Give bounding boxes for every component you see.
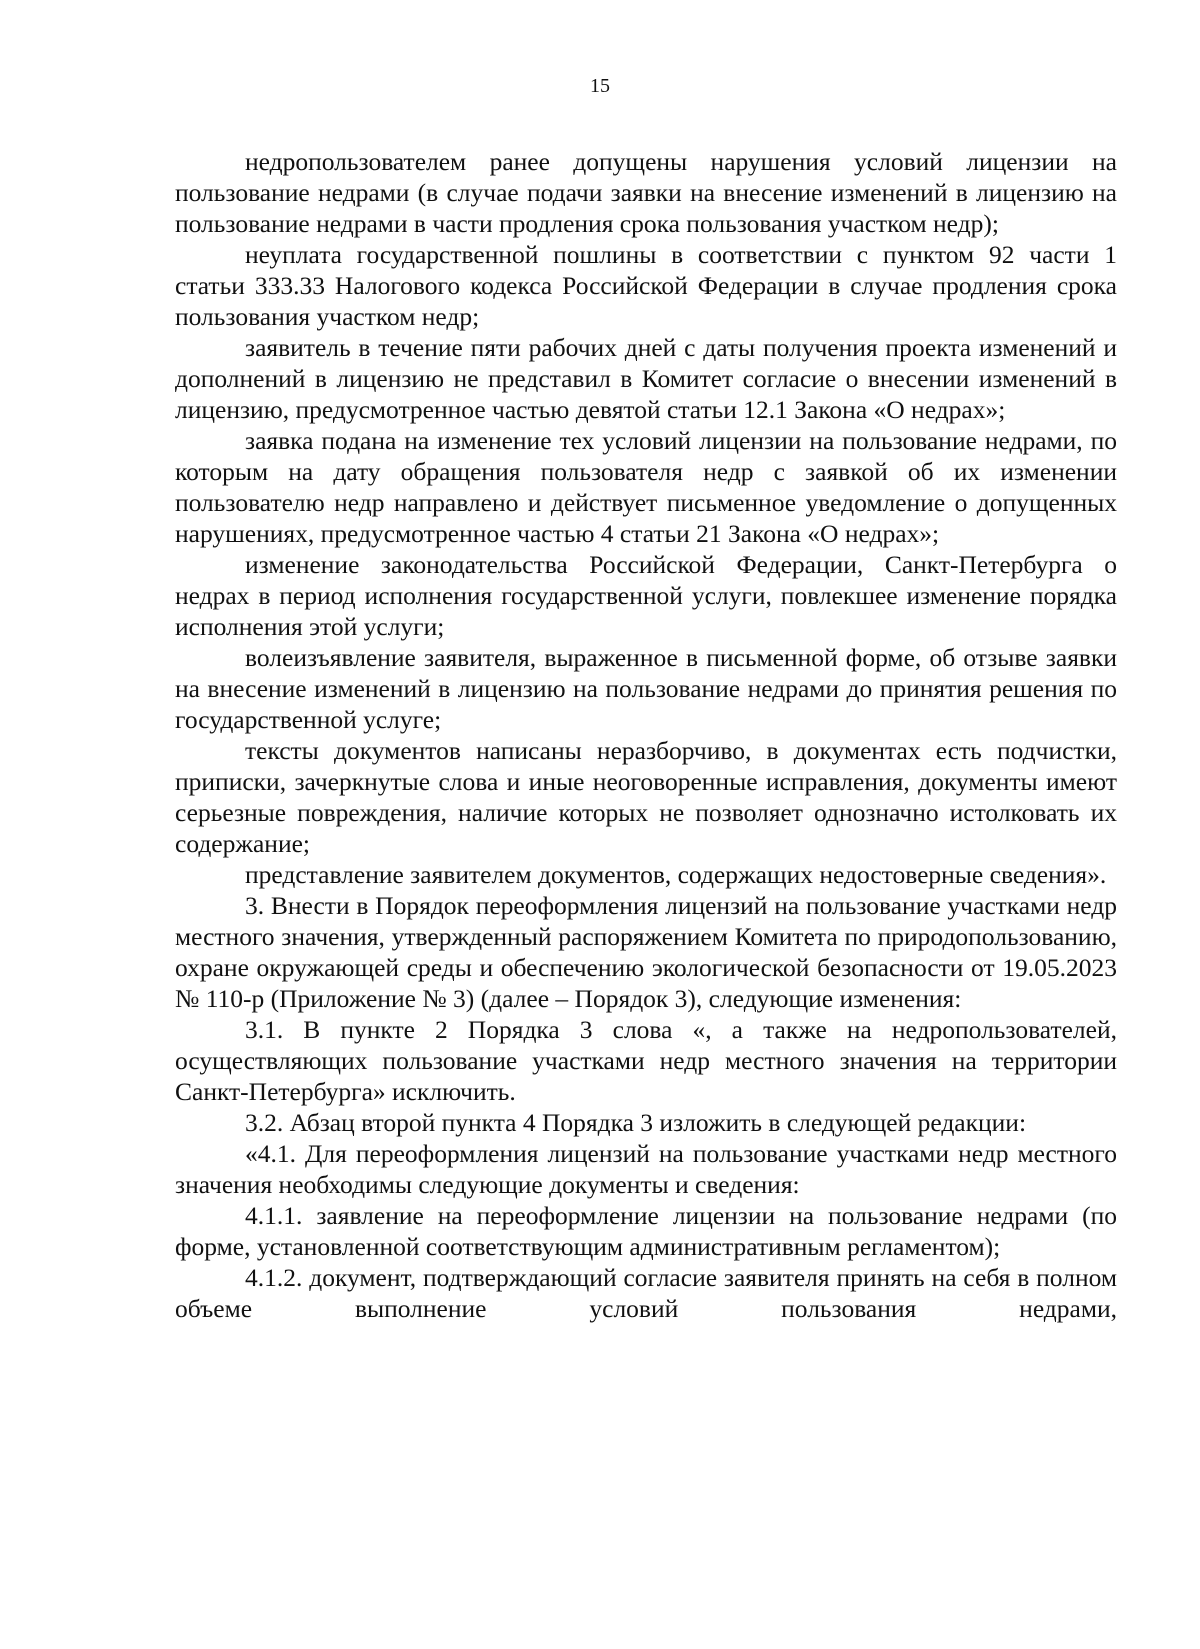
page-number: 15 bbox=[590, 75, 610, 97]
paragraph-illegible-documents: тексты документов написаны неразборчиво, в документах есть подчистки, приписки, зачеркнутые слова и иные неоговоренные исправления, документы имеют серьезные повреждения, наличие которых не позволяет однозначно истолковать их содержание; bbox=[175, 736, 1117, 858]
paragraph-false-information: представление заявителем документов, содержащих недостоверные сведения». bbox=[245, 860, 1107, 889]
paragraph-item-3-2: 3.2. Абзац второй пункта 4 Порядка 3 изложить в следующей редакции: bbox=[245, 1108, 1027, 1137]
paragraph-notice-of-violations: заявка подана на изменение тех условий лицензии на пользование недрами, по которым на дату обращения пользователя недр с заявкой об их изменении пользователю недр направлено и действует письменное уведомление о допущенных нарушениях, предусмотренное частью 4 статьи 21 Закона «О недрах»; bbox=[175, 426, 1117, 548]
paragraph-no-consent: заявитель в течение пяти рабочих дней с даты получения проекта изменений и дополнений в лицензию не представил в Комитет согласие о внесении изменений в лицензию, предусмотренное частью девятой статьи 12.1 Закона «О недрах»; bbox=[175, 333, 1117, 424]
paragraph-item-4-1: «4.1. Для переоформления лицензий на пользование участками недр местного значения необходимы следующие документы и сведения: bbox=[175, 1139, 1117, 1199]
paragraph-item-4-1-2: 4.1.2. документ, подтверждающий согласие заявителя принять на себя в полном объеме выполнение условий пользования недрами, bbox=[175, 1263, 1117, 1323]
paragraph-item-3: 3. Внести в Порядок переоформления лицензий на пользование участками недр местного значения, утвержденный распоряжением Комитета по природопользованию, охране окружающей среды и обеспечению экологической безопасности от 19.05.2023 № 110-р (Приложение № 3) (далее – Порядок 3), следующие изменения: bbox=[175, 891, 1117, 1013]
paragraph-item-4-1-1: 4.1.1. заявление на переоформление лицензии на пользование недрами (по форме, установленной соответствующим административным регламентом); bbox=[175, 1201, 1117, 1261]
paragraph-violations: недропользователем ранее допущены нарушения условий лицензии на пользование недрами (в случае подачи заявки на внесение изменений в лицензию на пользование недрами в части продления срока пользования участком недр); bbox=[175, 147, 1117, 238]
paragraph-unpaid-fee: неуплата государственной пошлины в соответствии с пунктом 92 части 1 статьи 333.33 Налогового кодекса Российской Федерации в случае продления срока пользования участком недр; bbox=[175, 240, 1117, 331]
document-body bbox=[175, 146, 1117, 1324]
paragraph-law-change: изменение законодательства Российской Федерации, Санкт-Петербурга о недрах в период исполнения государственной услуги, повлекшее изменение порядка исполнения этой услуги; bbox=[175, 550, 1117, 641]
paragraph-application-withdrawal: волеизъявление заявителя, выраженное в письменной форме, об отзыве заявки на внесение изменений в лицензию на пользование недрами до принятия решения по государственной услуге; bbox=[175, 643, 1117, 734]
paragraph-item-3-1: 3.1. В пункте 2 Порядка 3 слова «, а также на недропользователей, осуществляющих пользование участками недр местного значения на территории Санкт-Петербурга» исключить. bbox=[175, 1015, 1117, 1106]
